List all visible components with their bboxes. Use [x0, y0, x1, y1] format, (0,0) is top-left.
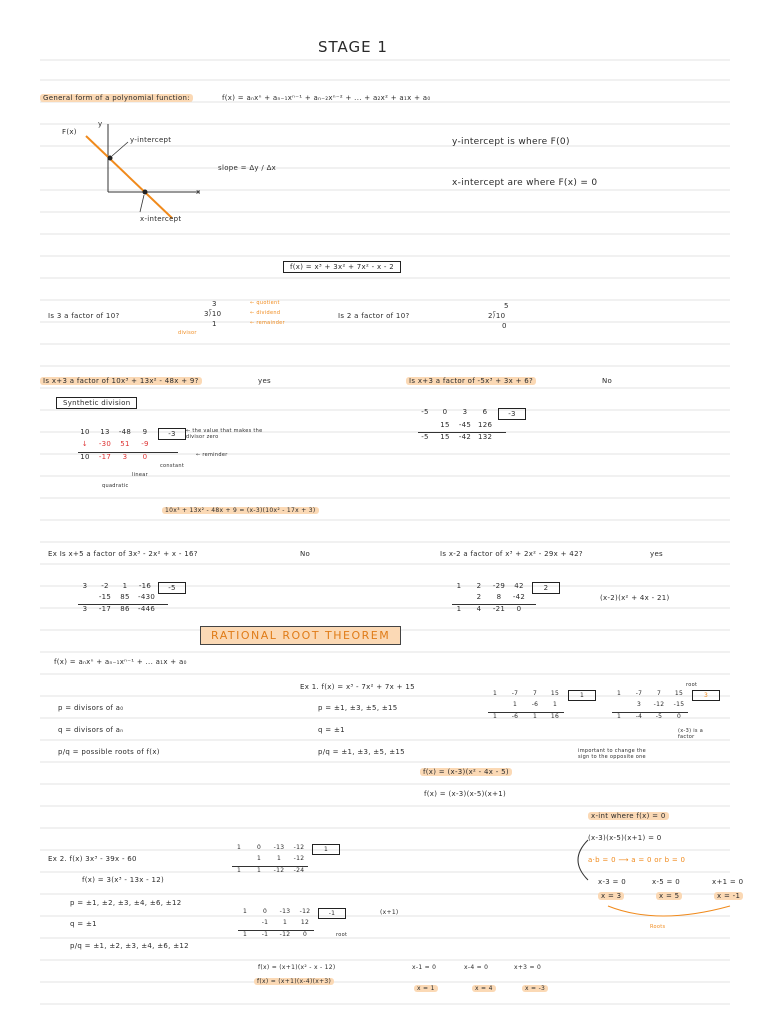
- zero-product-rule: a·b = 0 ⟶ a = 0 or b = 0: [588, 856, 686, 864]
- div1-remainder: 1: [212, 320, 217, 328]
- ex2-factored-1: f(x) = (x+1)(x² - x - 12): [258, 964, 336, 971]
- ex2-pq: p/q = ±1, ±2, ±3, ±4, ±6, ±12: [70, 942, 189, 950]
- y-intercept-label: y-intercept: [130, 136, 172, 144]
- rrt-q-definition: q = divisors of aₙ: [58, 726, 124, 734]
- ex1-syn1-row3: 1 -6 1 16: [488, 712, 564, 720]
- ex2-synA-row3: 1 1 -12 -24: [232, 866, 308, 874]
- xint-label: x-int where f(x) = 0: [588, 812, 669, 820]
- example-d-answer: yes: [650, 550, 663, 558]
- example-b-answer: No: [602, 377, 613, 385]
- ex2-eq2: x-4 = 0: [464, 964, 489, 971]
- example-d-row3: 1 4 -21 0: [452, 604, 536, 613]
- fx-axis-label: F(x): [62, 128, 77, 136]
- ex1-factored-1: f(x) = (x-3)(x² - 4x - 5): [420, 768, 512, 776]
- annotation-constant: constant: [160, 463, 185, 469]
- example-c-row2: -15 85 -430: [98, 593, 156, 601]
- xint-equation: (x-3)(x-5)(x+1) = 0: [588, 834, 662, 842]
- annotation-quadratic: quadratic: [102, 483, 129, 489]
- annotation-quotient: ← quotient: [250, 300, 280, 306]
- xint-root3: x = -1: [714, 892, 743, 900]
- ex1-pq: p/q = ±1, ±3, ±5, ±15: [318, 748, 405, 756]
- ex1-factored-2: f(x) = (x-3)(x-5)(x+1): [424, 790, 507, 798]
- annotation-linear: linear: [132, 472, 148, 478]
- ex2-factored-2: f(x) = (x+1)(x-4)(x+3): [254, 978, 334, 985]
- example-a-result: 10x³ + 13x² - 48x + 9 = (x-3)(10x² - 17x + 3): [162, 507, 319, 514]
- ex1-syn1-row2: 1 -6 1: [512, 701, 558, 708]
- div1-dividend: 3⟌10: [204, 310, 222, 318]
- example-d-row1: 1 2 -29 42 2: [452, 582, 560, 594]
- annotation-dividend: ← dividend: [250, 310, 281, 316]
- roots-label: Roots: [650, 924, 666, 930]
- xint-eq1: x-3 = 0: [598, 878, 626, 886]
- example-d-row2: 2 8 -42: [476, 593, 526, 601]
- ex1-syn1-row1: 1 -7 7 15 1: [488, 690, 596, 701]
- ex2-synB-row1: 1 0 -13 -12 -1: [238, 908, 346, 919]
- ex1-syn2-row2: 3 -12 -15: [636, 701, 685, 708]
- rrt-general-form: f(x) = aₙxⁿ + aₙ₋₁xⁿ⁻¹ + ... a₁x + a₀: [54, 658, 187, 666]
- ex2-synA-row2: 1 1 -12: [256, 855, 305, 862]
- ex1-syn2-row3: 1 -4 -5 0: [612, 712, 688, 720]
- x-intercept-label: x-intercept: [140, 215, 182, 223]
- div2-quotient: 5: [504, 302, 509, 310]
- example-d-result: (x-2)(x² + 4x - 21): [600, 594, 670, 602]
- ex1-root-label: root: [686, 682, 698, 688]
- rrt-heading: RATIONAL ROOT THEOREM: [200, 626, 401, 645]
- xint-root1: x = 3: [598, 892, 624, 900]
- div1-quotient: 3: [212, 300, 217, 308]
- example-d-question: Is x-2 a factor of x³ + 2x² - 29x + 42?: [440, 550, 583, 558]
- ex2-sol1: x = 1: [414, 985, 438, 992]
- ex1-syn2-row1: 1 -7 7 15 3: [612, 690, 720, 701]
- example-b-question: Is x+3 a factor of -5x³ + 3x + 6?: [406, 377, 536, 385]
- boxed-function: f(x) = x³ + 3x² + 7x² - x - 2: [283, 261, 401, 273]
- xint-eq3: x+1 = 0: [712, 878, 744, 886]
- example-b-row1: -5 0 3 6 -3: [418, 408, 526, 420]
- rrt-p-definition: p = divisors of a₀: [58, 704, 124, 712]
- example-c-row1: 3 -2 1 -16 -5: [78, 582, 186, 594]
- question-3-factor-10: Is 3 a factor of 10?: [48, 312, 120, 320]
- example-a-answer: yes: [258, 377, 271, 385]
- example-c-row3: 3 -17 86 -446: [78, 604, 168, 613]
- ex2-synB-row3: 1 -1 -12 0: [238, 930, 314, 938]
- example-a-row3: 10 -17 3 0: [78, 452, 178, 461]
- ex2-eq1: x-1 = 0: [412, 964, 437, 971]
- ex2-synA-row1: 1 0 -13 -12 1: [232, 844, 340, 855]
- ex1-heading: Ex 1. f(x) = x³ - 7x² + 7x + 15: [300, 683, 415, 691]
- example-a-row1: 10 13 -48 9 -3: [78, 428, 186, 440]
- x-intercept-note: x-intercept are where F(x) = 0: [452, 178, 598, 188]
- page-title: STAGE 1: [318, 38, 388, 56]
- example-b-row2: 15 -45 126: [440, 421, 493, 429]
- ex2-p: p = ±1, ±2, ±3, ±4, ±6, ±12: [70, 899, 182, 907]
- rrt-pq-definition: p/q = possible roots of f(x): [58, 748, 160, 756]
- example-b-row3: -5 15 -42 132: [418, 432, 506, 441]
- slope-formula: slope = Δy / Δx: [218, 164, 277, 172]
- example-a-question: Is x+3 a factor of 10x³ + 13x² - 48x + 9?: [40, 377, 202, 385]
- example-c-answer: No: [300, 550, 311, 558]
- intercept-graph: [60, 116, 230, 226]
- annotation-zero-value: ← the value that makes the divisor zero: [186, 428, 263, 440]
- ex2-sol3: x = -3: [522, 985, 548, 992]
- ex2-eq3: x+3 = 0: [514, 964, 542, 971]
- general-form-formula: f(x) = aₙxⁿ + aₙ₋₁xⁿ⁻¹ + aₙ₋₂xⁿ⁻² + ... + a₂x² + a₁x + a₀: [222, 94, 431, 102]
- ex1-factor-note: (x-3) is a factor: [678, 728, 704, 740]
- y-intercept-note: y-intercept is where F(0): [452, 137, 570, 147]
- example-a-row2: ↓ -30 51 -9: [81, 440, 149, 448]
- annotation-divisor: divisor: [178, 330, 197, 336]
- ex2-q: q = ±1: [70, 920, 97, 928]
- xint-root2: x = 5: [656, 892, 682, 900]
- div2-dividend: 2⟌10: [488, 312, 506, 320]
- general-form-label: General form of a polynomial function:: [40, 94, 193, 102]
- ex2-sol2: x = 4: [472, 985, 496, 992]
- ex2-factor-label: (x+1): [380, 909, 399, 916]
- ex1-sign-note: important to change the sign to the opposite one: [578, 748, 646, 760]
- ex2-root-label: root: [336, 932, 348, 938]
- ex2-heading: Ex 2. f(x) 3x³ - 39x - 60: [48, 855, 137, 863]
- div2-remainder: 0: [502, 322, 507, 330]
- xint-eq2: x-5 = 0: [652, 878, 680, 886]
- x-axis-label: x: [196, 188, 201, 196]
- ex1-q: q = ±1: [318, 726, 345, 734]
- ex2-fx: f(x) = 3(x³ - 13x - 12): [82, 876, 165, 884]
- annotation-remainder: ← remainder: [250, 320, 285, 326]
- ex2-synB-row2: -1 1 12: [261, 919, 310, 926]
- question-2-factor-10: Is 2 a factor of 10?: [338, 312, 410, 320]
- synthetic-division-label: Synthetic division: [56, 397, 137, 409]
- ex1-p: p = ±1, ±3, ±5, ±15: [318, 704, 398, 712]
- example-c-question: Ex Is x+5 a factor of 3x³ - 2x² + x - 16?: [48, 550, 198, 558]
- annotation-reminder: ← reminder: [196, 452, 228, 458]
- y-axis-label: y: [98, 120, 103, 128]
